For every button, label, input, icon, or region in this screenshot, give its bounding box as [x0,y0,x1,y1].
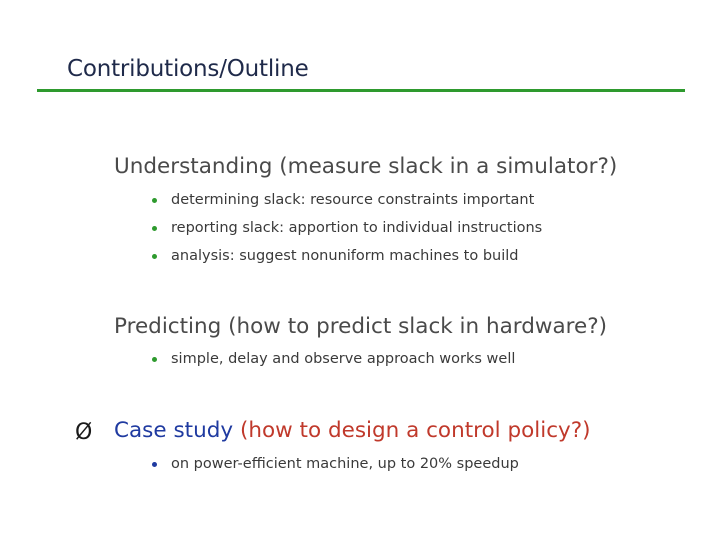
bullet-text: analysis: suggest nonuniform machines to build [171,248,519,264]
case-study-question: (how to design a control policy?) [239,418,591,443]
bullet-item [152,220,542,236]
bullet-text: simple, delay and observe approach works well [171,351,516,367]
section-predicting-heading: Predicting (how to predict slack in hardware?) [114,314,608,339]
arrow-bullet-icon: Ø [75,420,93,445]
title-underline [37,89,685,92]
bullet-dot-icon [152,254,157,259]
bullet-item [152,248,519,264]
bullet-text: on power-efficient machine, up to 20% speedup [171,456,519,472]
bullet-item [152,456,519,472]
bullet-item [152,192,534,208]
bullet-dot-icon [152,357,157,362]
bullet-dot-icon [152,226,157,231]
bullet-item [152,351,515,367]
bullet-text: reporting slack: apportion to individual instructions [171,220,543,236]
slide-title: Contributions/Outline [67,56,309,82]
section-understanding-heading: Understanding (measure slack in a simulator?) [114,154,618,179]
bullet-dot-icon [152,462,157,467]
case-study-label: Case study [114,418,234,443]
bullet-text: determining slack: resource constraints important [171,192,535,208]
section-case-study-heading [114,418,591,443]
bullet-dot-icon [152,198,157,203]
